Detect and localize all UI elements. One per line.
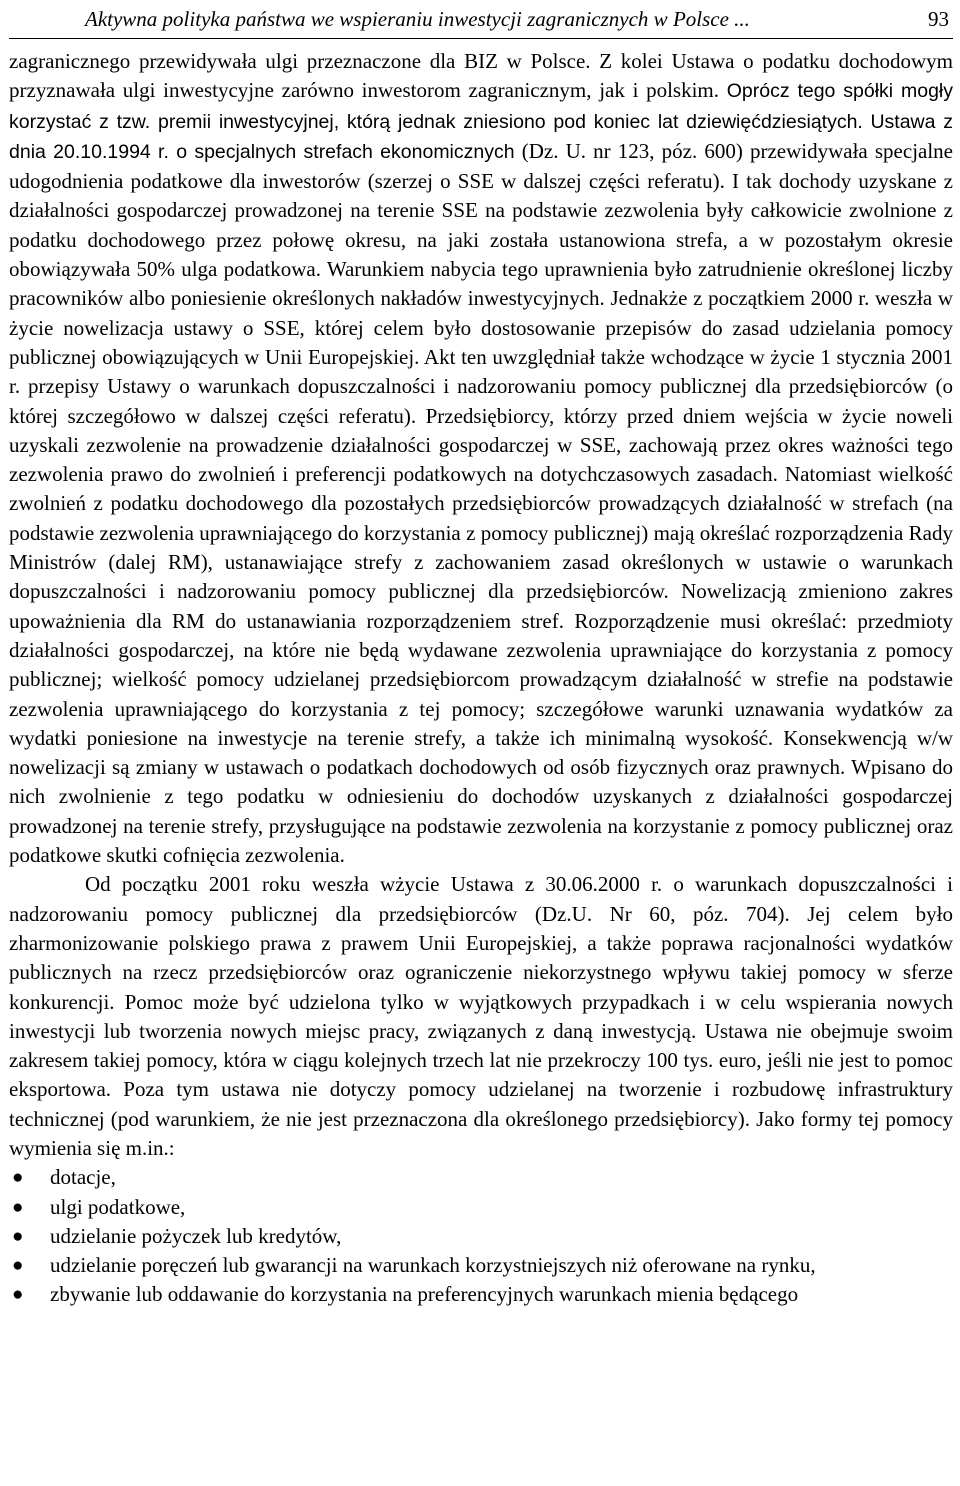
list-item-text: ulgi podatkowe, — [50, 1194, 186, 1219]
list-item-text: udzielanie pożyczek lub kredytów, — [50, 1223, 342, 1248]
running-header — [9, 0, 953, 39]
paragraph-1-sentence-4: (Dz. U. nr 123, póz. 600) przewidywała specjalne udogodnienia podatkowe dla inwestorów (szerzej o SSE w dalszej części referatu). I tak dochody uzyskane z działalności gospodarczej prowadzonej na terenie SSE na podstawie zezwolenia były całkowicie zwolnione z podatku dochodowego przez połowę okresu, na jaki została ustanowiona strefa, a w pozostałym okresie obowiązywała 50% ulga podatkowa. Warunkiem nabycia tego uprawnienia było zatrudnienie określonej liczby pracowników albo poniesienie określonych nakładów inwestycyjnych. Jednakże z początkiem 2000 r. weszła w życie nowelizacja ustawy o SSE, której celem było dostosowanie przepisów do zasad udzielania pomocy publicznej obowiązujących w Unii Europejskiej. Akt ten uwzględniał także wchodzące w życie 1 stycznia 2001 r. przepisy Ustawy o warunkach dopuszczalności i nadzorowaniu pomocy publicznej dla przedsiębiorców (o której szczegółowo w dalszej części referatu). Przedsiębiorcy, którzy przed dniem wejścia w życie noweli uzyskali zezwolenie na prowadzenie działalności gospodarczej w SSE, zachowają przez okres ważności tego zezwolenia prawo do zwolnień i preferencji podatkowych na dotychczasowych zasadach. Natomiast wielkość zwolnień z podatku dochodowego dla pozostałych przedsiębiorców prowadzących działalność w strefach (na podstawie zezwolenia uprawniającego do korzystania z pomocy publicznej) mają określać rozporządzenia Rady Ministrów (dalej RM), ustanawiające strefy z zachowaniem zasad określonych w ustawie o warunkach dopuszczalności i nadzorowaniu pomocy publicznej dla przedsiębiorców. Nowelizacją zmieniono zakres upoważnienia dla RM do ustanawiania rozporządzeniem stref. Rozporządzenie musi określać: przedmioty działalności gospodarczej, na które nie będą wydawane zezwolenia uprawniające do korzystania z pomocy publicznej; wielkość pomocy udzielanej przedsiębiorcom prowadzącym działalność w strefie na podstawie zezwolenia uprawniającego do korzystania z tej pomocy; szczegółowe warunki uznawania wydatków za wydatki poniesione na inwestycje na terenie strefy, a także ich minimalną wysokość. Konsekwencją w/w nowelizacji są zmiany w ustawach o podatkach dochodowych od osób fizycznych oraz prawnych. Wpisano do nich zwolnienie z tego podatku w odniesieniu do dochodów uzyskanych z działalności gospodarczej prowadzonej na terenie strefy, przysługujące na podstawie zezwolenia na korzystanie z pomocy publicznej oraz podatkowe skutki cofnięcia zezwolenia. — [9, 138, 954, 868]
bullet-icon: ● — [12, 1225, 24, 1247]
bullet-icon: ● — [12, 1196, 24, 1218]
body-text — [9, 47, 953, 1310]
paragraph-1-sentence-1: zagranicznego przewidywała ulgi przeznaczone dla BIZ w Polsce. Z kolei Ustawa o podatku dochodowym przyznawała ulgi inwestycyjne zarówno inwestorom zagranicznym, jak i polskim. — [9, 49, 953, 103]
bullet-icon: ● — [12, 1255, 24, 1277]
list-item — [9, 1251, 953, 1280]
header-title: Aktywna polityka państwa we wspieraniu inwestycji zagranicznych w Polsce ... — [85, 7, 750, 31]
list-item — [9, 1163, 953, 1192]
document-page — [9, 0, 953, 1310]
list-item-text: dotacje, — [50, 1165, 116, 1190]
bullet-list — [9, 1163, 953, 1309]
list-item — [9, 1280, 953, 1309]
list-item-text: zbywanie lub oddawanie do korzystania na preferencyjnych warunkach mienia będącego — [50, 1282, 799, 1307]
list-item — [9, 1222, 953, 1251]
page-number: 93 — [928, 7, 949, 31]
list-item — [9, 1193, 953, 1222]
paragraph-1-sentence-3: Ustawa z dnia 20.10.1994 r. o specjalnych strefach ekonomicznych — [9, 110, 953, 163]
bullet-icon: ● — [12, 1284, 24, 1306]
paragraph-2: Od początku 2001 roku weszła wżycie Ustawa z 30.06.2000 r. o warunkach dopuszczalności i nadzorowaniu pomocy publicznej dla przedsiębiorców (Dz.U. Nr 60, póz. 704). Jej celem było zharmonizowanie polskiego prawa z prawem Unii Europejskiej, a także poprawa racjonalności wydatków publicznych na rzecz przedsiębiorców oraz ograniczenie niekorzystnego wpływu takiej pomocy w sferze konkurencji. Pomoc może być udzielona tylko w wyjątkowych przypadkach i w celu wspierania nowych inwestycji lub tworzenia nowych miejsc pracy, związanych z daną inwestycją. Ustawa nie obejmuje swoim zakresem takiej pomocy, która w ciągu kolejnych trzech lat nie przekroczy 100 tys. euro, jeśli nie jest to pomoc eksportowa. Poza tym ustawa nie dotyczy pomocy udzielanej na tworzenie i rozbudowę infrastruktury technicznej (pod warunkiem, że nie jest przeznaczona dla określonego przedsiębiorcy). Jako formy tej pomocy wymienia się m.in.: — [9, 872, 953, 1160]
paragraph-1 — [9, 47, 953, 870]
paragraph-1-sentence-2: Oprócz tego spółki mogły korzystać z tzw. premii inwestycyjnej, którą jednak zniesiono pod koniec lat dziewięćdziesiątych. — [9, 80, 953, 133]
bullet-icon: ● — [12, 1167, 24, 1189]
list-item-text: udzielanie poręczeń lub gwarancji na warunkach korzystniejszych niż oferowane na rynku, — [50, 1253, 816, 1278]
